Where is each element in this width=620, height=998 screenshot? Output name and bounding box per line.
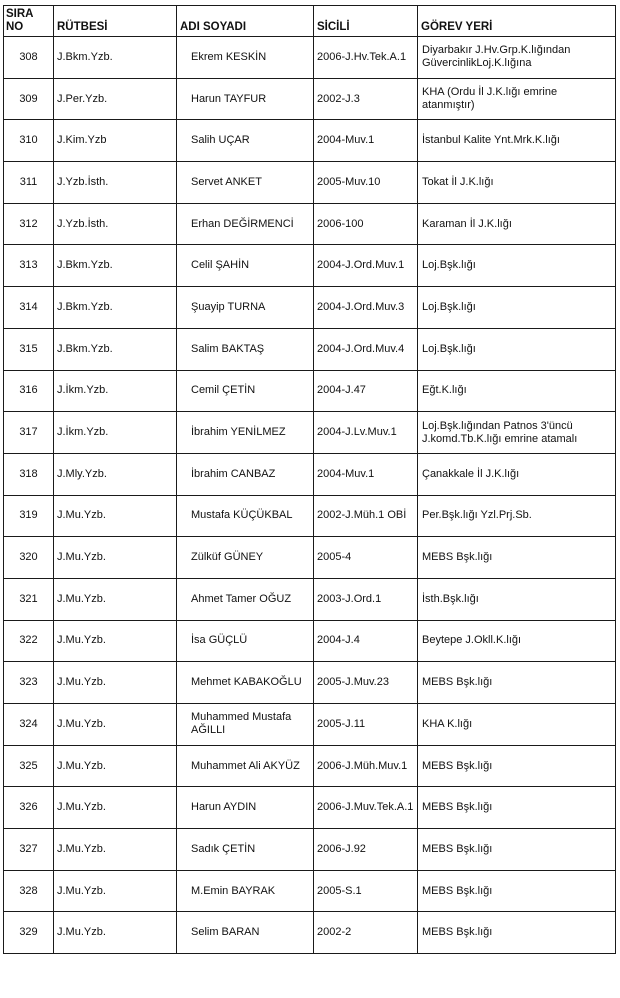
cell-gorev-yeri: KHA K.lığı [418, 704, 616, 746]
table-row [4, 78, 616, 120]
cell-sira-no: 316 [4, 370, 54, 412]
cell-gorev-yeri: Loj.Bşk.lığı [418, 245, 616, 287]
cell-adi-soyadi: Muhammed Mustafa AĞILLI [177, 704, 314, 746]
cell-sicili: 2004-Muv.1 [314, 120, 418, 162]
cell-sicili: 2003-J.Ord.1 [314, 578, 418, 620]
cell-gorev-yeri: MEBS Bşk.lığı [418, 829, 616, 871]
cell-gorev-yeri: MEBS Bşk.lığı [418, 787, 616, 829]
cell-gorev-yeri: İsth.Bşk.lığı [418, 578, 616, 620]
cell-sira-no: 323 [4, 662, 54, 704]
table-row [4, 745, 616, 787]
cell-sira-no: 326 [4, 787, 54, 829]
cell-gorev-yeri: MEBS Bşk.lığı [418, 662, 616, 704]
cell-sicili: 2005-S.1 [314, 870, 418, 912]
cell-gorev-yeri: Loj.Bşk.lığı [418, 287, 616, 329]
cell-gorev-yeri: MEBS Bşk.lığı [418, 745, 616, 787]
cell-gorev-yeri: Karaman İl J.K.lığı [418, 203, 616, 245]
cell-sicili: 2002-J.3 [314, 78, 418, 120]
table-row [4, 829, 616, 871]
cell-sira-no: 324 [4, 704, 54, 746]
cell-rutbesi: J.Mu.Yzb. [54, 870, 177, 912]
cell-sicili: 2004-J.47 [314, 370, 418, 412]
table-row [4, 787, 616, 829]
cell-gorev-yeri: MEBS Bşk.lığı [418, 870, 616, 912]
header-rutbesi: RÜTBESİ [54, 6, 177, 37]
cell-adi-soyadi: Zülküf GÜNEY [177, 537, 314, 579]
personnel-list-sheet [3, 5, 615, 954]
cell-adi-soyadi: Cemil ÇETİN [177, 370, 314, 412]
table-row [4, 287, 616, 329]
cell-adi-soyadi: İsa GÜÇLÜ [177, 620, 314, 662]
cell-rutbesi: J.Mu.Yzb. [54, 745, 177, 787]
cell-sicili: 2004-J.Lv.Muv.1 [314, 412, 418, 454]
cell-adi-soyadi: Celil ŞAHİN [177, 245, 314, 287]
header-row [4, 6, 616, 37]
cell-sicili: 2005-J.11 [314, 704, 418, 746]
cell-gorev-yeri: Tokat İl J.K.lığı [418, 162, 616, 204]
cell-adi-soyadi: M.Emin BAYRAK [177, 870, 314, 912]
cell-gorev-yeri: Per.Bşk.lığı Yzl.Prj.Sb. [418, 495, 616, 537]
cell-adi-soyadi: Muhammet Ali AKYÜZ [177, 745, 314, 787]
cell-adi-soyadi: Mustafa KÜÇÜKBAL [177, 495, 314, 537]
cell-adi-soyadi: Sadık ÇETİN [177, 829, 314, 871]
cell-gorev-yeri: Beytepe J.Okll.K.lığı [418, 620, 616, 662]
cell-sicili: 2005-4 [314, 537, 418, 579]
cell-sira-no: 318 [4, 453, 54, 495]
cell-rutbesi: J.Mu.Yzb. [54, 912, 177, 954]
cell-rutbesi: J.İkm.Yzb. [54, 370, 177, 412]
cell-rutbesi: J.Mu.Yzb. [54, 578, 177, 620]
cell-gorev-yeri: MEBS Bşk.lığı [418, 537, 616, 579]
table-row [4, 704, 616, 746]
cell-rutbesi: J.Yzb.İsth. [54, 203, 177, 245]
cell-adi-soyadi: Harun TAYFUR [177, 78, 314, 120]
cell-sira-no: 328 [4, 870, 54, 912]
cell-sira-no: 317 [4, 412, 54, 454]
cell-sira-no: 329 [4, 912, 54, 954]
cell-adi-soyadi: Salih UÇAR [177, 120, 314, 162]
cell-adi-soyadi: Ekrem KESKİN [177, 37, 314, 79]
cell-rutbesi: J.Mu.Yzb. [54, 662, 177, 704]
cell-sicili: 2004-Muv.1 [314, 453, 418, 495]
cell-rutbesi: J.İkm.Yzb. [54, 412, 177, 454]
cell-adi-soyadi: Ahmet Tamer OĞUZ [177, 578, 314, 620]
cell-rutbesi: J.Yzb.İsth. [54, 162, 177, 204]
cell-rutbesi: J.Bkm.Yzb. [54, 328, 177, 370]
cell-rutbesi: J.Kim.Yzb [54, 120, 177, 162]
cell-sicili: 2004-J.Ord.Muv.1 [314, 245, 418, 287]
table-row [4, 120, 616, 162]
cell-sira-no: 309 [4, 78, 54, 120]
cell-adi-soyadi: Harun AYDIN [177, 787, 314, 829]
cell-gorev-yeri: KHA (Ordu İl J.K.lığı emrine atanmıştır) [418, 78, 616, 120]
cell-sicili: 2004-J.Ord.Muv.4 [314, 328, 418, 370]
cell-sira-no: 322 [4, 620, 54, 662]
personnel-table [3, 5, 616, 954]
table-row [4, 162, 616, 204]
cell-rutbesi: J.Per.Yzb. [54, 78, 177, 120]
cell-rutbesi: J.Mu.Yzb. [54, 537, 177, 579]
cell-adi-soyadi: İbrahim YENİLMEZ [177, 412, 314, 454]
cell-sicili: 2002-2 [314, 912, 418, 954]
cell-sira-no: 311 [4, 162, 54, 204]
cell-sicili: 2005-J.Muv.23 [314, 662, 418, 704]
table-row [4, 328, 616, 370]
cell-gorev-yeri: Diyarbakır J.Hv.Grp.K.lığından GüvercinlikLoj.K.lığına [418, 37, 616, 79]
cell-sicili: 2004-J.4 [314, 620, 418, 662]
cell-rutbesi: J.Mu.Yzb. [54, 787, 177, 829]
cell-gorev-yeri: MEBS Bşk.lığı [418, 912, 616, 954]
cell-rutbesi: J.Mu.Yzb. [54, 620, 177, 662]
cell-rutbesi: J.Mly.Yzb. [54, 453, 177, 495]
cell-gorev-yeri: Loj.Bşk.lığından Patnos 3'üncü J.komd.Tb.K.lığı emrine atamalı [418, 412, 616, 454]
cell-sira-no: 313 [4, 245, 54, 287]
cell-sicili: 2005-Muv.10 [314, 162, 418, 204]
cell-sira-no: 325 [4, 745, 54, 787]
cell-adi-soyadi: Mehmet KABAKOĞLU [177, 662, 314, 704]
cell-sicili: 2006-J.Hv.Tek.A.1 [314, 37, 418, 79]
cell-sira-no: 315 [4, 328, 54, 370]
cell-sira-no: 327 [4, 829, 54, 871]
header-sira-no: SIRA NO [4, 6, 54, 37]
cell-sira-no: 319 [4, 495, 54, 537]
table-row [4, 245, 616, 287]
cell-rutbesi: J.Mu.Yzb. [54, 495, 177, 537]
table-row [4, 495, 616, 537]
cell-gorev-yeri: Eğt.K.lığı [418, 370, 616, 412]
cell-sira-no: 308 [4, 37, 54, 79]
cell-sicili: 2004-J.Ord.Muv.3 [314, 287, 418, 329]
table-row [4, 912, 616, 954]
header-sicili: SİCİLİ [314, 6, 418, 37]
cell-sicili: 2006-J.Muv.Tek.A.1 [314, 787, 418, 829]
cell-gorev-yeri: Loj.Bşk.lığı [418, 328, 616, 370]
table-row [4, 37, 616, 79]
cell-adi-soyadi: Erhan DEĞİRMENCİ [177, 203, 314, 245]
cell-sira-no: 312 [4, 203, 54, 245]
cell-rutbesi: J.Bkm.Yzb. [54, 37, 177, 79]
table-row [4, 620, 616, 662]
cell-adi-soyadi: Salim BAKTAŞ [177, 328, 314, 370]
cell-adi-soyadi: İbrahim CANBAZ [177, 453, 314, 495]
table-row [4, 870, 616, 912]
cell-adi-soyadi: Servet ANKET [177, 162, 314, 204]
cell-adi-soyadi: Şuayip TURNA [177, 287, 314, 329]
table-row [4, 578, 616, 620]
cell-rutbesi: J.Mu.Yzb. [54, 829, 177, 871]
cell-sicili: 2006-100 [314, 203, 418, 245]
table-row [4, 203, 616, 245]
cell-rutbesi: J.Bkm.Yzb. [54, 287, 177, 329]
cell-sira-no: 310 [4, 120, 54, 162]
cell-gorev-yeri: Çanakkale İl J.K.lığı [418, 453, 616, 495]
cell-rutbesi: J.Bkm.Yzb. [54, 245, 177, 287]
cell-sicili: 2006-J.Müh.Muv.1 [314, 745, 418, 787]
cell-sira-no: 320 [4, 537, 54, 579]
cell-gorev-yeri: İstanbul Kalite Ynt.Mrk.K.lığı [418, 120, 616, 162]
table-row [4, 370, 616, 412]
cell-adi-soyadi: Selim BARAN [177, 912, 314, 954]
header-gorev-yeri: GÖREV YERİ [418, 6, 616, 37]
table-row [4, 537, 616, 579]
table-row [4, 412, 616, 454]
header-adi-soyadi: ADI SOYADI [177, 6, 314, 37]
cell-rutbesi: J.Mu.Yzb. [54, 704, 177, 746]
table-body [4, 37, 616, 954]
cell-sicili: 2006-J.92 [314, 829, 418, 871]
cell-sicili: 2002-J.Müh.1 OBİ [314, 495, 418, 537]
table-row [4, 662, 616, 704]
cell-sira-no: 321 [4, 578, 54, 620]
cell-sira-no: 314 [4, 287, 54, 329]
table-row [4, 453, 616, 495]
